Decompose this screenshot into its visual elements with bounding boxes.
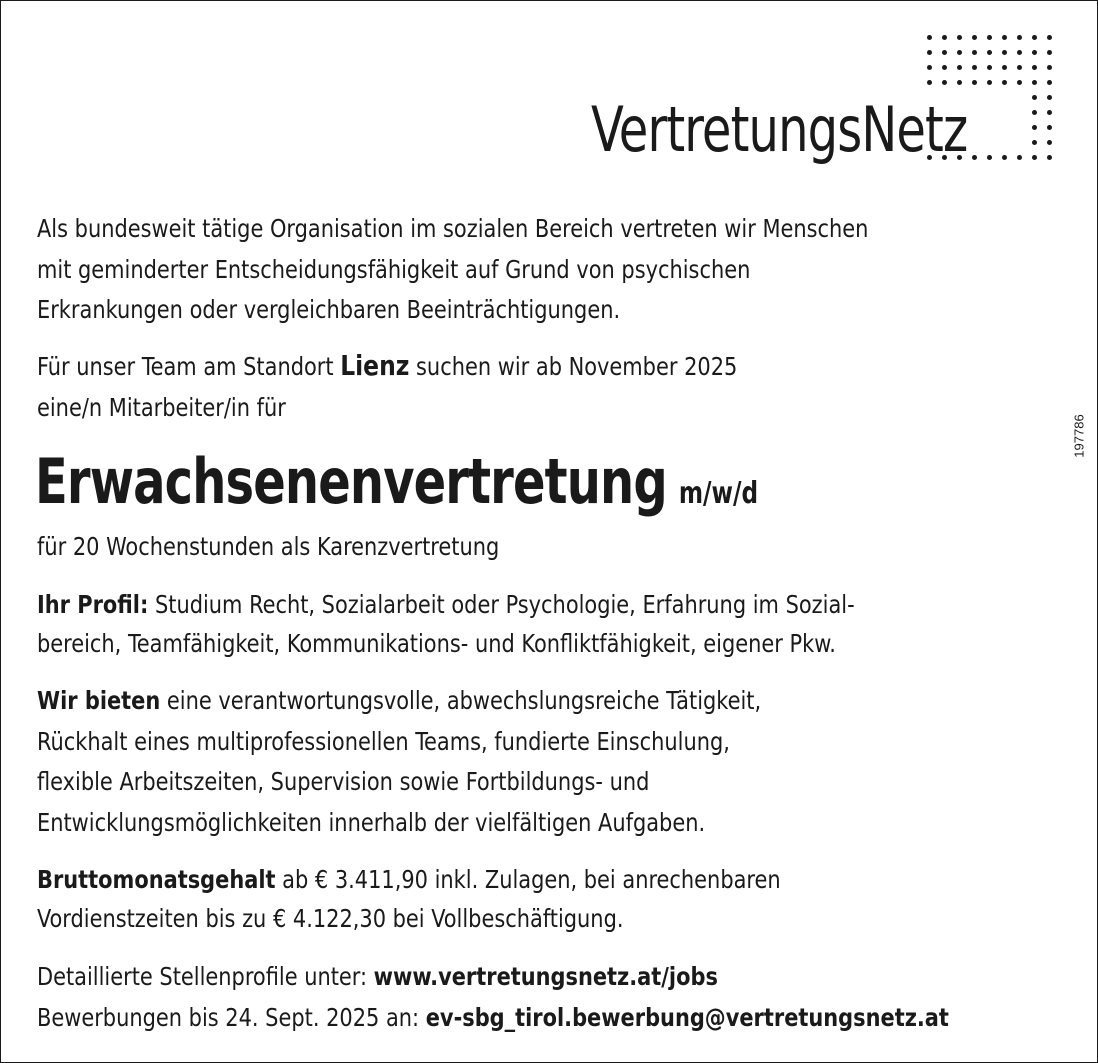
logo-dot	[1032, 110, 1037, 115]
logo-dot	[1002, 155, 1007, 160]
logo-dot	[1047, 155, 1052, 160]
logo-dot	[1047, 110, 1052, 115]
logo-dot	[927, 80, 932, 85]
location-name: Lienz	[340, 349, 410, 382]
logo-dot	[1002, 65, 1007, 70]
offer-label: Wir bieten	[37, 686, 161, 715]
logo-dot	[987, 65, 992, 70]
logo-dot	[942, 80, 947, 85]
logo-dot	[1047, 95, 1052, 100]
salary-line-1	[37, 861, 781, 899]
logo-dot	[1017, 65, 1022, 70]
logo-dot	[957, 65, 962, 70]
logo-dot	[957, 50, 962, 55]
apply-line	[37, 999, 949, 1037]
logo-dot	[972, 155, 977, 160]
logo-dot	[1002, 50, 1007, 55]
apply-email[interactable]: ev-sbg_tirol.bewerbung@vertretungsnetz.at	[425, 1003, 949, 1032]
profile-line-1-text: Studium Recht, Sozialarbeit oder Psychologie, Erfahrung im Sozial-	[148, 590, 855, 619]
offer-line-1-text: eine verantwortungsvolle, abwechslungsreiche Tätigkeit,	[160, 686, 762, 715]
logo-dot	[1017, 155, 1022, 160]
salary-label: Bruttomonatsgehalt	[37, 865, 276, 894]
logo-dot	[957, 80, 962, 85]
logo-dot	[987, 35, 992, 40]
team-line-1-post: suchen wir ab November 2025	[409, 352, 738, 381]
logo: VertretungsNetz	[591, 93, 968, 166]
position-title-text: Erwachsenenvertretung	[35, 445, 667, 518]
ad-reference-code-text: 197786	[1071, 414, 1087, 458]
offer-line-3: flexible Arbeitszeiten, Supervision sowie Fortbildungs- und	[37, 767, 650, 796]
intro-line-3: Erkrankungen oder vergleichbaren Beeinträchtigungen.	[37, 295, 621, 324]
logo-dot	[972, 50, 977, 55]
logo-dot	[942, 35, 947, 40]
profile-line-1	[37, 586, 855, 624]
profile-label: Ihr Profil:	[37, 590, 149, 619]
logo-dot	[1032, 95, 1037, 100]
logo-dot	[927, 50, 932, 55]
logo-dot	[1047, 65, 1052, 70]
logo-dot	[1047, 50, 1052, 55]
logo-dot	[972, 35, 977, 40]
logo-dot	[1032, 35, 1037, 40]
logo-dot	[927, 35, 932, 40]
intro-line-2: mit geminderter Entscheidungsfähigkeit auf Grund von psychischen	[37, 255, 751, 284]
logo-dot	[927, 65, 932, 70]
offer-line-4: Entwicklungsmöglichkeiten innerhalb der vielfältigen Aufgaben.	[37, 808, 706, 837]
apply-label: Bewerbungen bis 24. Sept. 2025 an:	[37, 1003, 426, 1032]
logo-dot	[1047, 140, 1052, 145]
jobs-url[interactable]: www.vertretungsnetz.at/jobs	[373, 962, 718, 991]
logo-dot	[1002, 80, 1007, 85]
logo-dot	[972, 80, 977, 85]
logo-dot	[1032, 125, 1037, 130]
working-hours: für 20 Wochenstunden als Karenzvertretung	[37, 532, 500, 561]
profiles-line	[37, 958, 718, 996]
logo-dot	[987, 155, 992, 160]
logo-dot	[1047, 125, 1052, 130]
logo-dot	[1032, 80, 1037, 85]
salary-line-2: Vordienstzeiten bis zu € 4.122,30 bei Vollbeschäftigung.	[37, 904, 624, 933]
logo-dot	[1032, 50, 1037, 55]
team-line-1	[37, 347, 737, 386]
profiles-label: Detaillierte Stellenprofile unter:	[37, 962, 374, 991]
logo-dot	[1032, 140, 1037, 145]
logo-dot	[1017, 35, 1022, 40]
logo-dot	[1047, 80, 1052, 85]
logo-dot	[1017, 50, 1022, 55]
logo-dot	[1002, 35, 1007, 40]
offer-line-1	[37, 682, 761, 720]
logo-dot	[972, 65, 977, 70]
gender-note: m/w/d	[678, 476, 759, 511]
salary-line-1-text: ab € 3.411,90 inkl. Zulagen, bei anrechenbaren	[275, 865, 781, 894]
team-line-1-pre: Für unser Team am Standort	[37, 352, 341, 381]
logo-dot	[1032, 65, 1037, 70]
logo-dot	[957, 35, 962, 40]
logo-dot	[942, 65, 947, 70]
offer-line-2: Rückhalt eines multiprofessionellen Teams, fundierte Einschulung,	[37, 727, 730, 756]
logo-dot	[1032, 155, 1037, 160]
logo-dot	[1017, 80, 1022, 85]
logo-dot	[1047, 35, 1052, 40]
profile-line-2: bereich, Teamfähigkeit, Kommunikations- und Konfliktfähigkeit, eigener Pkw.	[37, 629, 836, 658]
logo-dot	[987, 80, 992, 85]
team-line-2: eine/n Mitarbeiter/in für	[37, 393, 286, 422]
intro-line-1: Als bundesweit tätige Organisation im sozialen Bereich vertreten wir Menschen	[37, 214, 869, 243]
position-title	[35, 445, 758, 518]
ad-reference-code	[1069, 406, 1089, 466]
logo-dot	[942, 50, 947, 55]
logo-dot	[987, 50, 992, 55]
